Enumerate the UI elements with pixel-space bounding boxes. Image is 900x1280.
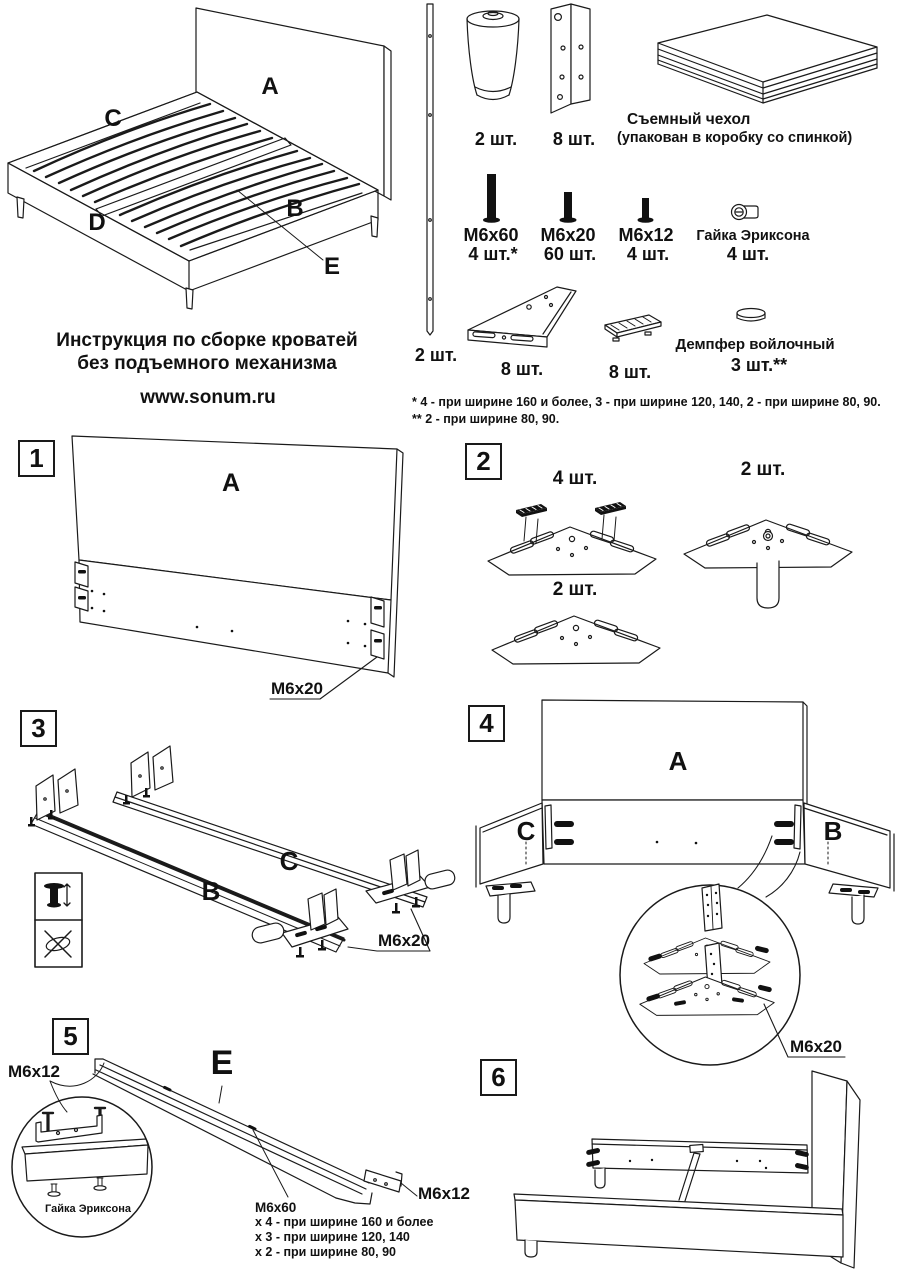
step5-hw-right-label: M6x12 [418,1184,470,1203]
overview-label-d: D [88,209,106,236]
step2-qty-pads: 4 шт. [552,468,598,489]
step5-number: 5 [52,1018,89,1055]
part-leg-drawing [467,11,519,100]
step4-hw-label: M6x20 [790,1037,842,1056]
part-strip-drawing [427,4,433,335]
m6x12-name: M6x12 [618,225,674,245]
step2-plates-drawing [488,502,852,664]
m6x60-qty: 4 шт.* [468,244,518,264]
part-pad-drawing [605,315,661,341]
step4-label-b: B [823,816,843,846]
step5-nut-label: Гайка Эриксона [45,1203,131,1215]
damper-qty: 3 шт.** [730,355,788,375]
overview-label-b: B [286,195,304,222]
erikson-qty: 4 шт. [726,244,770,264]
website: www.sonum.ru [140,387,276,408]
strip-qty: 2 шт. [414,345,458,365]
angle-qty: 8 шт. [552,129,596,149]
step2-qty-leg: 2 шт. [740,459,786,480]
m6x60-name: M6x60 [463,225,519,245]
step5-hw-block [255,1200,433,1260]
footnote-2: ** 2 - при ширине 80, 90. [412,412,560,426]
part-corner-bracket-drawing [468,287,576,347]
step5-hw-block-title: M6x60 [255,1200,297,1215]
overview-label-e: E [323,253,341,280]
step3-number: 3 [20,710,57,747]
part-damper-drawing [737,309,765,322]
overview-label-c: C [104,105,122,132]
footnote-1: * 4 - при ширине 160 и более, 3 - при ширине 120, 140, 2 - при ширине 80, 90. [412,395,881,409]
step4-label-c: C [516,816,536,846]
part-screws-drawing [483,174,654,223]
sheet-title-line2: без подъемного механизма [77,353,337,374]
step2-number: 2 [465,443,502,480]
part-cover-drawing [658,15,877,103]
step5-hw-block-line2: x 3 - при ширине 120, 140 [255,1230,410,1244]
step5-hw-block-line1: x 4 - при ширине 160 и более [255,1215,434,1229]
step1-label-a: A [221,469,241,497]
step3-label-c: C [279,846,299,876]
leg-qty: 2 шт. [474,129,518,149]
pad-qty: 8 шт. [608,362,652,382]
part-erikson-nut-drawing [732,205,759,220]
part-angle-bracket-drawing [551,4,590,113]
step5-label-e: E [210,1044,234,1082]
step3-label-b: B [201,876,221,906]
cover-title: Съемный чехол [627,111,751,128]
step1-hw-label: M6x20 [271,679,323,698]
erikson-name: Гайка Эриксона [696,228,810,244]
step6-number: 6 [480,1059,517,1096]
step2-qty-plain: 2 шт. [552,579,598,600]
cover-note: (упакован в коробку со спинкой) [617,130,853,146]
overview-label-a: A [261,73,279,100]
damper-name: Демпфер войлочный [675,336,835,353]
step4-label-a: A [668,746,688,776]
bracket-qty: 8 шт. [500,359,544,379]
m6x20-qty: 60 шт. [543,244,597,264]
step6-assembly-drawing [514,1071,860,1268]
m6x20-name: M6x20 [540,225,596,245]
step4-number: 4 [468,705,505,742]
step5-hw-left-label: M6x12 [8,1062,60,1081]
sheet-title-line1: Инструкция по сборке кроватей [56,330,358,351]
step5-hw-block-line3: x 2 - при ширине 80, 90 [255,1245,396,1259]
step1-number: 1 [18,440,55,477]
step3-hw-label: M6x20 [378,931,430,950]
m6x12-qty: 4 шт. [626,244,670,264]
